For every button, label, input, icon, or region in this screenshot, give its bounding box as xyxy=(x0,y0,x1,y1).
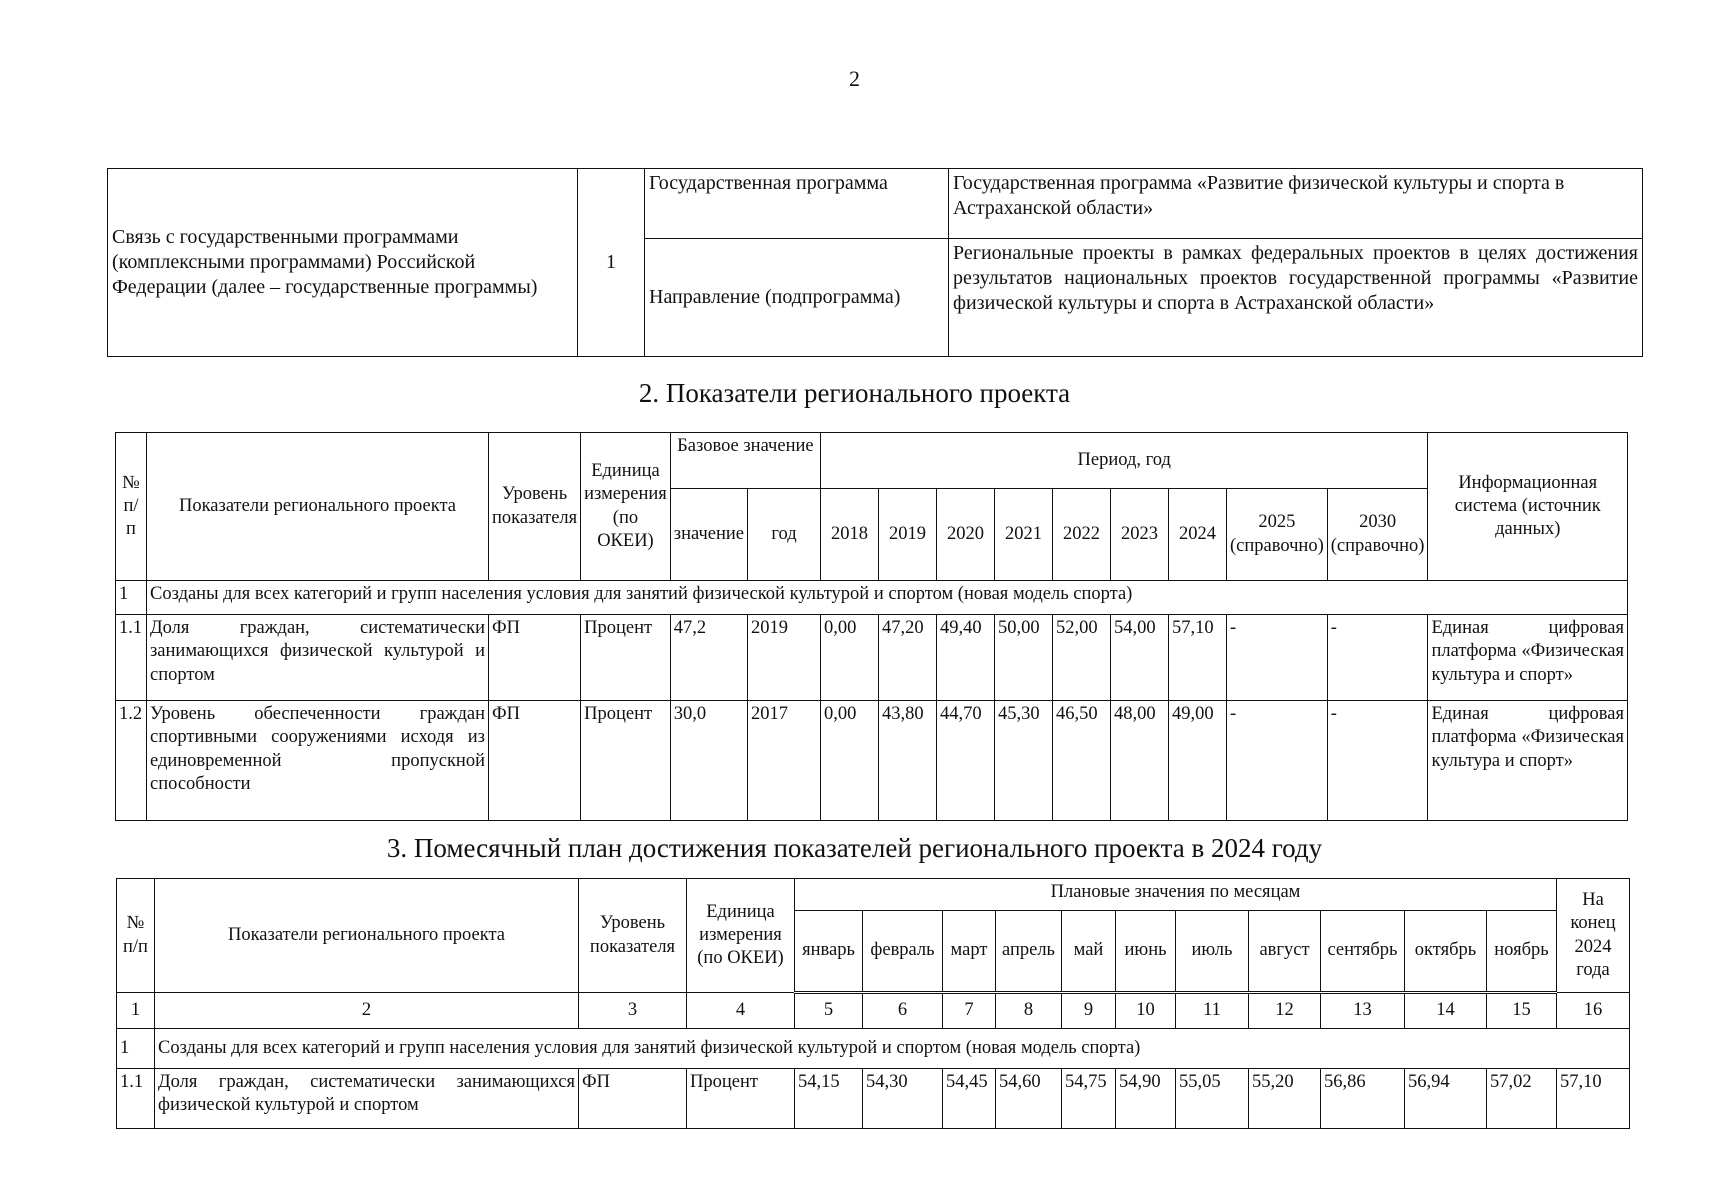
column-number: 15 xyxy=(1487,993,1557,1029)
table-row xyxy=(116,701,1628,821)
column-number: 1 xyxy=(117,993,155,1029)
header-month: январь xyxy=(795,911,863,993)
program-type-cell: Государственная программа xyxy=(645,169,949,239)
row-name: Доля граждан, систематически занимающихся физической культурой и спортом xyxy=(147,615,489,701)
row-name: Уровень обеспеченности граждан спортивными сооружениями исходя из единовременной пропускной способности xyxy=(147,701,489,821)
column-number: 13 xyxy=(1321,993,1405,1029)
row-value: 49,00 xyxy=(1169,701,1227,821)
row-value: 44,70 xyxy=(937,701,995,821)
column-number: 7 xyxy=(943,993,996,1029)
indicators-table xyxy=(115,432,1628,821)
row-value: 55,20 xyxy=(1249,1069,1321,1129)
programs-row-number: 1 xyxy=(578,169,645,357)
row-name: Доля граждан, систематически занимающихся физической культурой и спортом xyxy=(155,1069,579,1129)
section3-title: 3. Помесячный план достижения показателей регионального проекта в 2024 году xyxy=(386,833,1323,863)
header-num: № п/п xyxy=(116,433,147,581)
header-month: февраль xyxy=(863,911,943,993)
row-value: 0,00 xyxy=(821,615,879,701)
row-value: 56,86 xyxy=(1321,1069,1405,1129)
programs-link-label: Связь с государственными программами (комплексными программами) Российской Федерации (далее – государственные программы) xyxy=(108,169,578,357)
section2-title: 2. Показатели регионального проекта xyxy=(638,378,1071,408)
header-year: 2019 xyxy=(879,489,937,581)
column-number: 6 xyxy=(863,993,943,1029)
header-month: сентябрь xyxy=(1321,911,1405,993)
row-unit: Процент xyxy=(581,701,671,821)
row-value: 54,30 xyxy=(863,1069,943,1129)
header-month: апрель xyxy=(996,911,1062,993)
column-number: 3 xyxy=(579,993,687,1029)
header-year: 2018 xyxy=(821,489,879,581)
row-value: 47,20 xyxy=(879,615,937,701)
row-value: 43,80 xyxy=(879,701,937,821)
row-value: 52,00 xyxy=(1053,615,1111,701)
row-value: 54,15 xyxy=(795,1069,863,1129)
row-base-value: 30,0 xyxy=(670,701,747,821)
group-title: Созданы для всех категорий и групп населения условия для занятий физической культурой и спортом (новая модель спорта) xyxy=(147,581,1628,615)
row-value: 54,60 xyxy=(996,1069,1062,1129)
header-year: 2024 xyxy=(1169,489,1227,581)
header-planned: Плановые значения по месяцам xyxy=(795,879,1557,911)
header-year: 2020 xyxy=(937,489,995,581)
row-unit: Процент xyxy=(687,1069,795,1129)
row-value: 57,02 xyxy=(1487,1069,1557,1129)
row-value: - xyxy=(1327,701,1428,821)
header-unit: Единица измерения (по ОКЕИ) xyxy=(581,433,671,581)
row-value: 48,00 xyxy=(1111,701,1169,821)
row-value: 0,00 xyxy=(821,701,879,821)
row-num: 1.2 xyxy=(116,701,147,821)
header-month: март xyxy=(943,911,996,993)
programs-table xyxy=(107,168,1643,357)
header-indicator: Показатели регионального проекта xyxy=(155,879,579,993)
header-end: На конец 2024 года xyxy=(1557,879,1630,993)
header-year: 2023 xyxy=(1111,489,1169,581)
row-value: 54,45 xyxy=(943,1069,996,1129)
header-year: 2022 xyxy=(1053,489,1111,581)
column-number: 10 xyxy=(1116,993,1176,1029)
monthly-plan-table xyxy=(116,878,1630,1129)
header-month: июнь xyxy=(1116,911,1176,993)
header-base-value: значение xyxy=(670,489,747,581)
header-month: май xyxy=(1062,911,1116,993)
row-base-year: 2019 xyxy=(748,615,821,701)
row-value: 55,05 xyxy=(1176,1069,1249,1129)
header-base-year: год xyxy=(748,489,821,581)
table-row xyxy=(116,615,1628,701)
header-period: Период, год xyxy=(821,433,1428,489)
program-value-cell: Региональные проекты в рамках федеральных проектов в целях достижения результатов национальных проектов государственной программы «Развитие физической культуры и спорта в Астраханской области» xyxy=(949,239,1643,357)
row-source: Единая цифровая платформа «Физическая культура и спорт» xyxy=(1428,615,1628,701)
row-value: - xyxy=(1227,701,1328,821)
row-value: 46,50 xyxy=(1053,701,1111,821)
header-month: ноябрь xyxy=(1487,911,1557,993)
row-value: 54,00 xyxy=(1111,615,1169,701)
row-value: 49,40 xyxy=(937,615,995,701)
column-number: 9 xyxy=(1062,993,1116,1029)
column-number: 5 xyxy=(795,993,863,1029)
column-number: 11 xyxy=(1176,993,1249,1029)
row-level: ФП xyxy=(489,615,581,701)
column-number: 4 xyxy=(687,993,795,1029)
row-base-value: 47,2 xyxy=(670,615,747,701)
row-num: 1.1 xyxy=(117,1069,155,1129)
column-number: 16 xyxy=(1557,993,1630,1029)
header-num: № п/п xyxy=(117,879,155,993)
header-source: Информационная система (источник данных) xyxy=(1428,433,1628,581)
header-month: октябрь xyxy=(1405,911,1487,993)
group-title: Созданы для всех категорий и групп населения условия для занятий физической культурой и спортом (новая модель спорта) xyxy=(155,1029,1630,1069)
row-source: Единая цифровая платформа «Физическая культура и спорт» xyxy=(1428,701,1628,821)
row-value: 57,10 xyxy=(1557,1069,1630,1129)
row-level: ФП xyxy=(579,1069,687,1129)
row-level: ФП xyxy=(489,701,581,821)
header-month: июль xyxy=(1176,911,1249,993)
row-value: 50,00 xyxy=(995,615,1053,701)
row-value: 56,94 xyxy=(1405,1069,1487,1129)
header-indicator: Показатели регионального проекта xyxy=(147,433,489,581)
header-year: 2030 (справочно) xyxy=(1327,489,1428,581)
group-num: 1 xyxy=(116,581,147,615)
header-year: 2025 (справочно) xyxy=(1227,489,1328,581)
column-number: 8 xyxy=(996,993,1062,1029)
header-level: Уровень показателя xyxy=(489,433,581,581)
group-num: 1 xyxy=(117,1029,155,1069)
row-value: 57,10 xyxy=(1169,615,1227,701)
header-year: 2021 xyxy=(995,489,1053,581)
column-number: 14 xyxy=(1405,993,1487,1029)
row-value: 45,30 xyxy=(995,701,1053,821)
column-number: 12 xyxy=(1249,993,1321,1029)
header-month: август xyxy=(1249,911,1321,993)
header-unit: Единица измерения (по ОКЕИ) xyxy=(687,879,795,993)
row-base-year: 2017 xyxy=(748,701,821,821)
header-base: Базовое значение xyxy=(670,433,820,489)
page-number: 2 xyxy=(849,66,860,91)
row-value: - xyxy=(1327,615,1428,701)
column-number: 2 xyxy=(155,993,579,1029)
row-unit: Процент xyxy=(581,615,671,701)
row-value: - xyxy=(1227,615,1328,701)
table-row xyxy=(117,1069,1630,1129)
row-value: 54,90 xyxy=(1116,1069,1176,1129)
row-value: 54,75 xyxy=(1062,1069,1116,1129)
header-level: Уровень показателя xyxy=(579,879,687,993)
row-num: 1.1 xyxy=(116,615,147,701)
program-value-cell: Государственная программа «Развитие физической культуры и спорта в Астраханской области» xyxy=(949,169,1643,239)
program-type-cell: Направление (подпрограмма) xyxy=(645,239,949,357)
